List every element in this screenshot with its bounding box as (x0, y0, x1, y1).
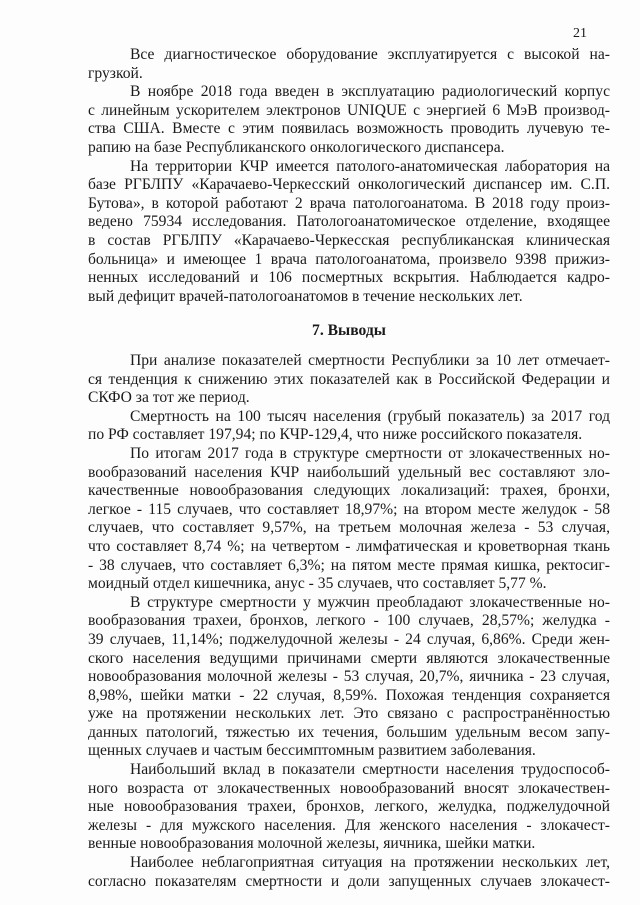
paragraph-line: В структуре смертности у мужчин преобладают злокачественные но- (130, 593, 610, 611)
paragraph-line: в состав РГБЛПУ «Карачаево-Черкесская республиканская клиническая (88, 231, 610, 249)
paragraph-line: ведено 75934 исследования. Патологоанатомическое отделение, входящее (88, 213, 610, 231)
paragraph-line: Бутова», в которой работают 2 врача патологоанатома. В 2018 году произ- (88, 194, 610, 212)
paragraph-line: На территории КЧР имеется патолого-анатомическая лаборатория на (130, 157, 610, 175)
paragraph-line: ного возраста от злокачественных новообразований вносят злокачествен- (88, 779, 610, 797)
paragraph-line: что составляет 8,74 %; на четвертом - лимфатическая и кроветворная ткань (88, 537, 610, 555)
paragraph-line: согласно показателям смертности и доли запущенных случаев злокачест- (88, 872, 610, 890)
paragraph-line: больница» и имеющее 1 врача патологоанатома, произвело 9398 прижиз- (88, 250, 610, 268)
paragraph-line: базе РГБЛПУ «Карачаево-Черкесский онкологический диспансер им. С.П. (88, 176, 610, 194)
paragraph-line: вый дефицит врачей-патологоанатомов в течение нескольких лет. (88, 287, 523, 305)
paragraph-line: При анализе показателей смертности Республики за 10 лет отмечает- (130, 352, 610, 369)
paragraph-line: щенных случаев и частым бессимптомным развитием заболевания. (88, 742, 536, 760)
paragraph-line: Наибольший вклад в показатели смертности населения трудоспособ- (130, 761, 610, 779)
paragraph-line: железы - для мужского населения. Для женского населения - злокачест- (88, 816, 610, 834)
paragraph-line: 8,98%, шейки матки - 22 случая, 8,59%. Похожая тенденция сохраняется (88, 686, 610, 704)
paragraph-line: вообразования трахеи, бронхов, легкого - 100 случаев, 28,57%; желудка - (88, 612, 610, 630)
paragraph-line: вообразований населения КЧР наибольший удельный вес составляют зло- (88, 463, 610, 481)
paragraph-line: Наиболее неблагоприятная ситуация на протяжении нескольких лет, (130, 854, 610, 872)
paragraph-line: данных патологий, тяжестью их течения, большим удельным весом запу- (88, 723, 610, 741)
page-number: 21 (573, 26, 587, 41)
paragraph-line: ненных исследований и 106 посмертных вскрытия. Наблюдается кадро- (88, 269, 610, 287)
section-heading: 7. Выводы (312, 322, 386, 339)
paragraph-line: ства США. Вместе с этим появилась возможность проводить лучевую те- (88, 120, 610, 138)
paragraph-line: ского населения ведущими причинами смерти являются злокачественные (88, 649, 610, 667)
paragraph-line: ные новообразования трахеи, бронхов, легкого, желудка, поджелудочной (88, 798, 610, 816)
paragraph-line: В ноябре 2018 года введен в эксплуатацию радиологический корпус (130, 83, 610, 101)
paragraph-line: случаев, что составляет 9,57%, на третьем молочная железа - 53 случая, (88, 519, 610, 537)
text-block-conclusions (88, 352, 610, 891)
paragraph-line: моидный отдел кишечника, анус - 35 случаев, что составляет 5,77 %. (88, 575, 547, 593)
paragraph-line: По итогам 2017 года в структуре смертности от злокачественных но- (130, 444, 610, 462)
paragraph-line: венные новообразования молочной железы, яичника, шейки матки. (88, 835, 536, 853)
paragraph-line: легкое - 115 случаев, что составляет 18,97%; на втором месте желудок - 58 (88, 500, 610, 518)
paragraph-line: Смертность на 100 тысяч населения (грубый показатель) за 2017 год (130, 407, 610, 425)
paragraph-line: ся тенденция к снижению этих показателей как в Российской Федерации и (88, 370, 610, 388)
paragraph-line: - 38 случаев, что составляет 6,3%; на пятом месте прямая кишка, ректосиг- (88, 556, 610, 574)
paragraph-line: по РФ составляет 197,94; по КЧР-129,4, что ниже российского показателя. (88, 426, 583, 444)
paragraph-line: качественные новообразования следующих локализаций: трахея, бронхи, (88, 482, 610, 500)
paragraph-line: 39 случаев, 11,14%; поджелудочной железы - 24 случая, 6,86%. Среди жен- (88, 630, 610, 648)
paragraph-line: новообразования молочной железы - 53 случая, 20,7%, яичника - 23 случая, (88, 668, 610, 686)
paragraph-line: СКФО за тот же период. (88, 389, 250, 407)
paragraph-line: рапию на базе Республиканского онкологического диспансера. (88, 138, 505, 156)
text-block-equipment (88, 46, 610, 306)
paragraph-line: Все диагностическое оборудование эксплуатируется с высокой на- (130, 46, 610, 63)
paragraph-line: с линейным ускорителем электронов UNIQUE с энергией 6 МэВ производ- (88, 101, 610, 119)
paragraph-line: грузкой. (88, 64, 143, 82)
paragraph-line: уже на протяжении нескольких лет. Это связано с распространённостью (88, 705, 610, 723)
